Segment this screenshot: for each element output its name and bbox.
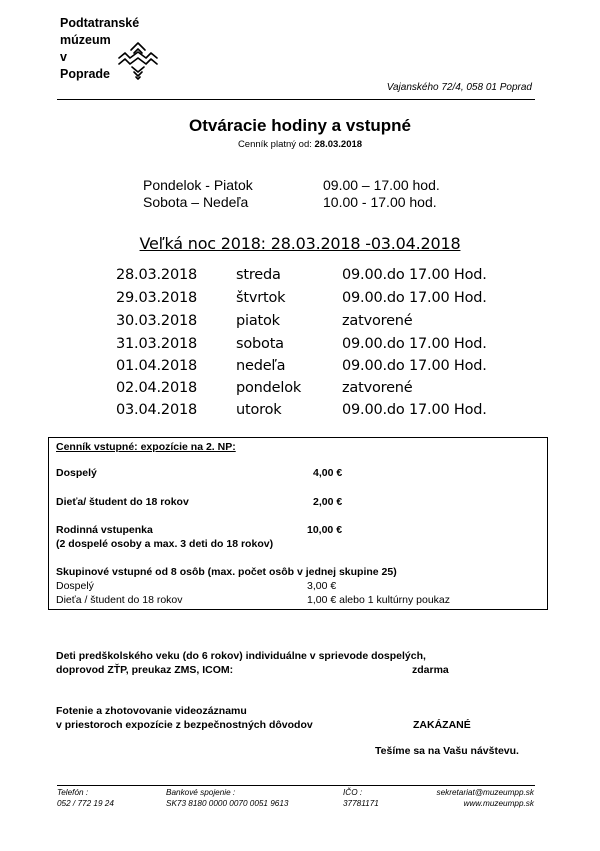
easter-hours: 09.00.do 17.00 Hod. <box>342 336 487 352</box>
hours-days: Sobota – Nedeľa <box>143 194 249 210</box>
logo-line: v <box>60 50 67 64</box>
logo-line: Poprade <box>60 67 111 81</box>
easter-hours: zatvorené <box>342 313 413 329</box>
easter-date: 31.03.2018 <box>116 336 198 352</box>
bank-label: Bankové spojenie : <box>166 788 236 797</box>
easter-hours: zatvorené <box>342 380 413 396</box>
child-label: Dieťa/ študent do 18 rokov <box>56 496 189 508</box>
family-price: 10,00 € <box>307 524 343 536</box>
page-title: Otváracie hodiny a vstupné <box>188 116 411 135</box>
easter-title: Veľká noc 2018: 28.03.2018 -03.04.2018 <box>139 234 461 253</box>
easter-day: utorok <box>236 402 282 418</box>
bank-account: SK73 8180 0000 0070 0051 9613 <box>166 799 289 808</box>
valid-label: Cenník platný od: <box>237 139 312 150</box>
group-adult-price: 3,00 € <box>307 580 337 592</box>
easter-hours: 09.00.do 17.00 Hod. <box>342 402 487 418</box>
group-child-label: Dieťa / študent do 18 rokov <box>56 594 183 606</box>
address: Vajanského 72/4, 058 01 Poprad <box>386 82 532 93</box>
easter-day: piatok <box>236 313 280 329</box>
header-divider <box>57 99 535 100</box>
group-heading: Skupinové vstupné od 8 osôb (max. počet osôb v jednej skupine 25) <box>56 566 397 578</box>
child-price: 2,00 € <box>313 496 343 508</box>
adult-label: Dospelý <box>56 467 97 479</box>
easter-date: 02.04.2018 <box>116 380 198 396</box>
valid-from <box>0 139 600 150</box>
adult-price: 4,00 € <box>313 467 343 479</box>
welcome-text: Tešíme sa na Vašu návštevu. <box>375 745 519 757</box>
hours-time: 09.00 – 17.00 hod. <box>323 177 440 193</box>
easter-day: pondelok <box>236 380 302 396</box>
free-entry-value: zdarma <box>412 664 449 676</box>
phone-label: Telefón : <box>57 788 89 797</box>
easter-hours: 09.00.do 17.00 Hod. <box>342 290 487 306</box>
family-label: Rodinná vstupenka <box>56 524 153 536</box>
photo-line2: v priestoroch expozície z bezpečnostných dôvodov <box>56 719 313 731</box>
ico-label: IČO : <box>343 788 363 797</box>
photo-value: ZAKÁZANÉ <box>413 719 471 731</box>
easter-date: 28.03.2018 <box>116 267 198 283</box>
price-heading: Cenník vstupné: expozície na 2. NP: <box>56 441 236 453</box>
logo-line: múzeum <box>60 33 111 47</box>
easter-date: 29.03.2018 <box>116 290 198 306</box>
ico-number: 37781171 <box>343 799 379 808</box>
phone-number: 052 / 772 19 24 <box>57 799 114 808</box>
easter-day: nedeľa <box>236 358 286 374</box>
easter-day: sobota <box>236 336 284 352</box>
easter-day: štvrtok <box>236 290 286 306</box>
group-adult-label: Dospelý <box>56 580 94 592</box>
easter-date: 03.04.2018 <box>116 402 198 418</box>
footer-divider <box>57 785 535 786</box>
free-entry-line1: Deti predškolského veku (do 6 rokov) individuálne v sprievode dospelých, <box>56 650 426 662</box>
easter-day: streda <box>236 267 281 283</box>
group-child-price: 1,00 € alebo 1 kultúrny poukaz <box>307 594 451 606</box>
valid-date: 28.03.2018 <box>314 139 363 150</box>
hours-time: 10.00 - 17.00 hod. <box>323 194 437 210</box>
easter-hours: 09.00.do 17.00 Hod. <box>342 358 487 374</box>
photo-line1: Fotenie a zhotovovanie videozáznamu <box>56 705 247 717</box>
email-link[interactable]: sekretariat@muzeumpp.sk <box>436 788 534 797</box>
hours-days: Pondelok - Piatok <box>143 177 253 193</box>
web-link[interactable]: www.muzeumpp.sk <box>463 799 534 808</box>
museum-logo-icon <box>116 40 160 82</box>
easter-date: 01.04.2018 <box>116 358 198 374</box>
free-entry-line2: doprovod ZŤP, preukaz ZMS, ICOM: <box>56 664 234 676</box>
logo-line: Podtatranské <box>60 16 140 30</box>
easter-hours: 09.00.do 17.00 Hod. <box>342 267 487 283</box>
family-note: (2 dospelé osoby a max. 3 deti do 18 rokov) <box>56 538 274 550</box>
easter-date: 30.03.2018 <box>116 313 198 329</box>
